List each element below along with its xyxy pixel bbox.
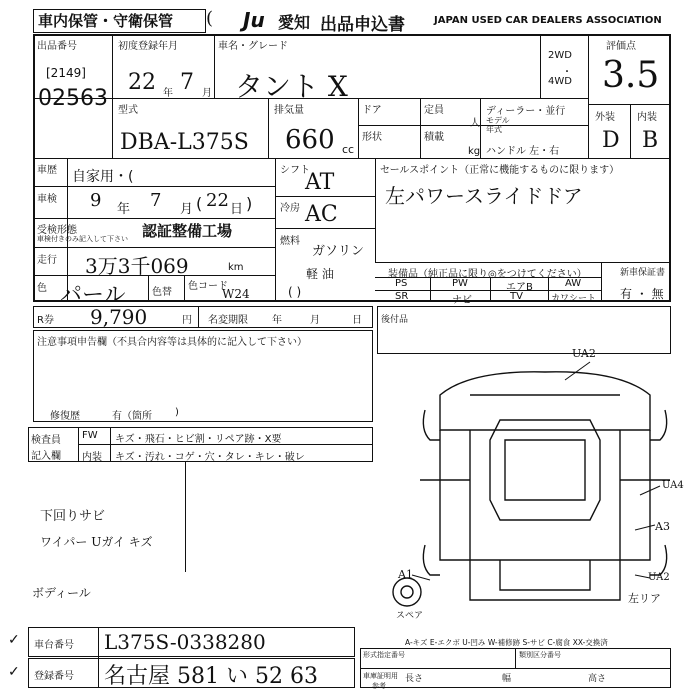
first-registration-year: 22	[128, 70, 156, 95]
registration-label: 登録番号	[34, 671, 74, 682]
equip-navi: ナビ	[452, 295, 472, 306]
name-change-month: 月	[310, 315, 320, 326]
year-unit-2: 年	[117, 202, 131, 217]
damage-legend: A-キズ E-エクボ U-凹み W-補修跡 S-サビ C-腐食 XX-交換済	[405, 638, 608, 647]
rating-value: 3.5	[602, 55, 660, 96]
yen-unit: 円	[182, 315, 192, 326]
repair-label: 修復歴	[50, 411, 80, 422]
note-wiper: ワイパー Uガイ キズ	[40, 535, 153, 549]
diagram-note-right-4: 左リア	[628, 592, 661, 605]
certification-label: 受検形態	[37, 225, 77, 236]
note-underbody: 下回りサビ	[40, 509, 106, 524]
sales-point-value: 左パワースライドドア	[385, 184, 583, 208]
storage-title: 車内保管・守衛保管	[38, 12, 174, 30]
color-code-value: W24	[222, 287, 250, 301]
interior-items-label: 内装	[82, 452, 102, 463]
name-change-label: 名変期限	[208, 315, 248, 326]
equip-aw: AW	[565, 278, 582, 289]
recycle-label: R券	[37, 315, 54, 326]
cc-unit: cc	[342, 143, 355, 156]
aircon-label: 冷房	[280, 203, 300, 214]
displacement-value: 660	[285, 125, 335, 155]
mileage-value: 3万3千069	[85, 254, 189, 278]
day-unit: 日	[230, 202, 244, 217]
cert-length-label: 車庫証明用	[363, 672, 398, 680]
color-value: パール	[60, 283, 126, 308]
shaken-year: 9	[90, 190, 102, 211]
month-unit-1: 月	[202, 88, 212, 99]
width-label: 幅	[502, 674, 512, 684]
reference-label: 参考	[372, 682, 386, 690]
note-body: ボディール	[32, 586, 91, 600]
lot-number-value: 02563	[38, 86, 108, 111]
history-value: 自家用・(	[72, 169, 134, 185]
load-label: 積載	[424, 132, 444, 143]
association-name: JAPAN USED CAR DEALERS ASSOCIATION	[434, 15, 662, 26]
year-unit-1: 年	[163, 88, 173, 99]
equip-pw: PW	[452, 278, 468, 289]
interior-label: 内装	[637, 112, 657, 123]
displacement-label: 排気量	[274, 105, 304, 116]
interior-items: キズ・汚れ・コゲ・穴・タレ・キレ・破レ	[115, 452, 305, 463]
interior-grade: B	[642, 128, 659, 153]
corner-mark-1: ✓	[8, 632, 20, 648]
repair-value: 有（箇所	[112, 411, 152, 422]
rating-label: 評価点	[606, 41, 636, 52]
model-label: 型式	[118, 105, 138, 116]
height-label: 高さ	[588, 674, 607, 684]
equip-airbag: エアB	[506, 282, 533, 293]
shape-label: 形状	[362, 132, 382, 143]
chassis-label: 車台番号	[34, 640, 74, 651]
recycle-fee: 9,790	[90, 305, 148, 329]
diagram-note-right-2: A3	[655, 520, 670, 533]
person-unit: 人	[470, 118, 480, 129]
after-parts-label: 後付品	[381, 315, 409, 325]
fuel-options: 軽 油	[306, 267, 334, 281]
class-no-label: 類別区分番号	[519, 651, 561, 659]
car-name-value: タント X	[235, 70, 348, 103]
brand-logo: Ju	[243, 8, 265, 32]
exterior-label: 外装	[595, 112, 615, 123]
month-unit-2: 月	[180, 202, 194, 217]
corner-mark-2: ✓	[8, 664, 20, 680]
shaken-month: 7	[150, 190, 162, 211]
color-label: 色	[37, 283, 47, 294]
shift-value: AT	[305, 170, 335, 195]
equip-kawa-seat: カワシート	[551, 294, 597, 304]
exterior-grade: D	[602, 128, 620, 153]
new-warranty-label: 新車保証書	[620, 268, 666, 278]
registration-value: 名古屋 581 い 52 63	[104, 664, 318, 689]
spare-label: スペア	[396, 611, 424, 621]
diagram-note-right-3: UA2	[648, 572, 670, 583]
fuel-value: ガソリン	[312, 244, 365, 259]
type-cert-label: 形式指定番号	[363, 651, 405, 659]
chassis-value: L375S-0338280	[104, 630, 266, 654]
diagram-note-left: A1	[398, 568, 413, 581]
mileage-label: 走行	[37, 255, 57, 266]
model-year-label: モデル 年式	[486, 116, 510, 134]
name-change-day: 日	[352, 315, 362, 326]
equipment-label: 装備品（純正品に限り◎をつけてください）	[388, 269, 587, 280]
color-code-label: 色コード	[188, 281, 228, 292]
document-title: 出品申込書	[320, 15, 405, 35]
shaken-day-open: (	[196, 194, 203, 213]
drive-2wd: 2WD	[548, 50, 572, 61]
notices-label: 注意事項申告欄（不具合内容等は具体的に記入して下さい）	[37, 337, 307, 348]
fuel-label: 燃料	[280, 236, 300, 247]
drive-4wd: 4WD	[548, 76, 572, 87]
car-name-label: 車名・グレード	[218, 41, 288, 52]
exterior-items: キズ・飛石・ヒビ割・リペア跡・X要	[115, 434, 282, 445]
handle-label: ハンドル 左・右	[486, 146, 560, 157]
color-substitute-label: 色替	[152, 287, 172, 298]
shaken-day-close: )	[246, 194, 253, 213]
shaken-label: 車検	[37, 194, 57, 205]
dealer-label: ディーラー・並行	[486, 106, 566, 117]
equip-sr: SR	[395, 291, 409, 302]
first-registration-month: 7	[180, 70, 194, 95]
inspector-label: 検査員	[31, 435, 61, 446]
repair-close: )	[175, 407, 179, 418]
model-value: DBA-L375S	[120, 130, 249, 155]
equip-tv: TV	[510, 291, 523, 302]
drive-dot: ・	[562, 67, 572, 78]
equip-ps: PS	[395, 278, 408, 289]
fuel-paren: ( )	[288, 285, 302, 299]
door-label: ドア	[362, 105, 382, 116]
certification-note: 車検付きのみ記入して下さい	[37, 235, 128, 243]
org-name: 愛知	[278, 13, 311, 32]
aircon-value: AC	[305, 202, 338, 227]
diagram-note-right-1: UA4	[662, 480, 684, 491]
sales-points-label: セールスポイント（正常に機能するものに限ります）	[380, 165, 620, 176]
history-label: 車歴	[37, 165, 57, 176]
shaken-day: 22	[206, 190, 229, 211]
storage-mark: (	[206, 8, 214, 29]
name-change-year: 年	[272, 315, 282, 326]
certification-value: 認証整備工場	[142, 222, 233, 240]
fw-label: FW	[82, 430, 98, 441]
capacity-label: 定員	[424, 105, 444, 116]
lot-number-label: 出品番号	[37, 41, 77, 52]
length-label: 長さ	[405, 674, 424, 684]
km-unit: km	[228, 262, 244, 273]
warranty-options: 有 ・ 無	[620, 287, 664, 301]
lot-number-small: [2149]	[46, 66, 86, 80]
first-registration-label: 初度登録年月	[118, 41, 178, 52]
entry-label: 記入欄	[31, 451, 61, 462]
shift-label: シフト	[280, 165, 310, 176]
diagram-note-top: UA2	[572, 347, 596, 360]
kg-unit: kg	[468, 146, 481, 157]
